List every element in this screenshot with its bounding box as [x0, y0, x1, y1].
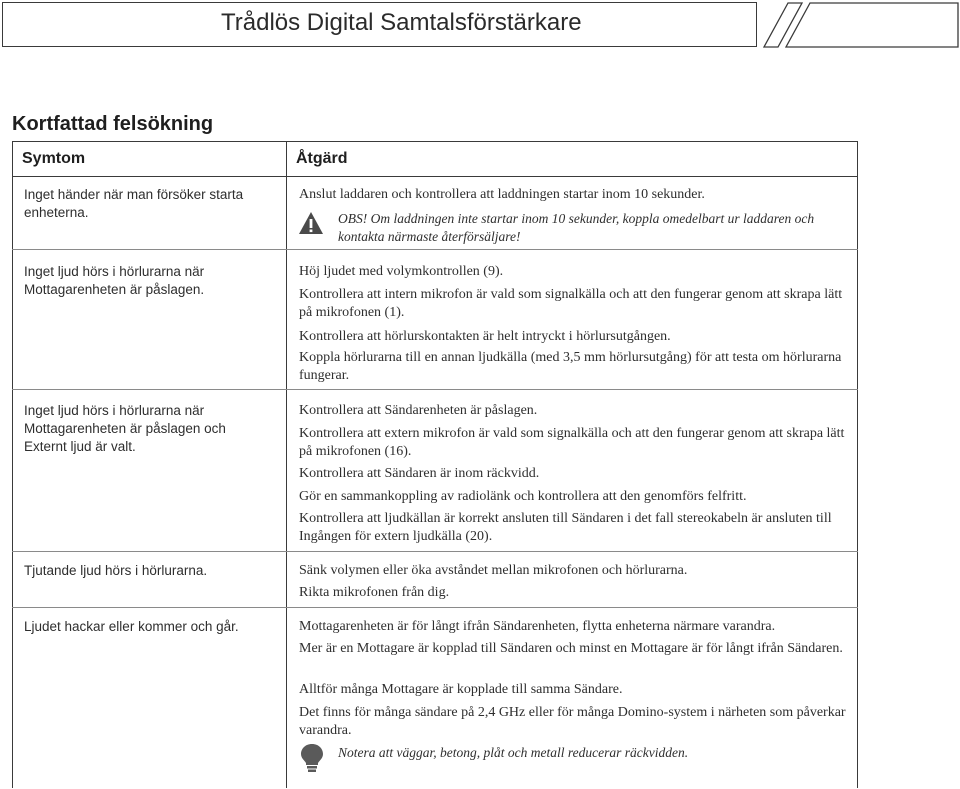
action-text: Det finns för många sändare på 2,4 GHz eller för många Domino-system i närheten som påverkar varandra.	[299, 705, 846, 738]
action-text: Kontrollera att extern mikrofon är vald som signalkälla och att den fungerar genom att skrapa lätt på mikrofonen (16).	[299, 426, 845, 459]
action-text: Kontrollera att ljudkällan är korrekt ansluten till Sändaren i det fall stereokabeln är ansluten till Ingången för extern ljudkälla (20).	[299, 511, 832, 544]
action-text: Alltför många Mottagare är kopplade till samma Sändare.	[299, 682, 623, 697]
action-text: Mer är en Mottagare är kopplad till Sändaren och minst en Mottagare är för långt ifrån Sändaren.	[299, 641, 843, 656]
action-text: Kontrollera att intern mikrofon är vald som signalkälla och att den fungerar genom att skrapa lätt på mikrofonen (1).	[299, 287, 843, 320]
column-header-symptom	[12, 141, 287, 177]
action-text: Koppla hörlurarna till en annan ljudkälla (med 3,5 mm hörlursutgång) för att testa om hörlurarna fungerar.	[299, 350, 842, 383]
header-box	[2, 2, 757, 47]
symptom-text: Inget ljud hörs i hörlurarna när Mottagarenheten är påslagen och Externt ljud är valt.	[24, 403, 226, 454]
symptom-text: Inget händer när man försöker starta enheterna.	[24, 187, 244, 220]
action-text: Kontrollera att Sändarenheten är påslagen.	[299, 403, 538, 418]
action-text: Sänk volymen eller öka avståndet mellan mikrofonen och hörlurarna.	[299, 563, 688, 578]
action-text: Kontrollera att hörlurskontakten är helt intryckt i hörlursutgången.	[299, 329, 671, 344]
action-text: Mottagarenheten är för långt ifrån Sändarenheten, flytta enheterna närmare varandra.	[299, 619, 776, 634]
symptom-text: Tjutande ljud hörs i hörlurarna.	[24, 563, 208, 578]
action-text: Höj ljudet med volymkontrollen (9).	[299, 264, 504, 279]
action-text: Kontrollera att Sändaren är inom räckvidd.	[299, 466, 540, 481]
row-divider	[12, 607, 858, 608]
warning-note: OBS! Om laddningen inte startar inom 10 sekunder, koppla omedelbart ur laddaren och kontakta närmaste återförsäljare!	[338, 211, 815, 244]
symptom-text: Ljudet hackar eller kommer och går.	[24, 619, 239, 634]
column-header-symptom-label: Symtom	[22, 150, 86, 167]
row-divider	[12, 551, 858, 552]
symptom-text: Inget ljud hörs i hörlurarna när Mottagarenheten är påslagen.	[24, 264, 205, 297]
row-divider	[12, 249, 858, 250]
row-divider	[12, 389, 858, 390]
document-title: Trådlös Digital Samtalsförstärkare	[221, 9, 582, 36]
warning-triangle-icon	[298, 210, 324, 236]
section-title: Kortfattad felsökning	[12, 113, 214, 135]
action-text: Gör en sammankoppling av radiolänk och kontrollera att den genomförs felfritt.	[299, 489, 747, 504]
column-divider	[286, 141, 287, 788]
column-header-action-label: Åtgärd	[296, 150, 348, 167]
column-header-action	[286, 141, 858, 177]
action-text: Anslut laddaren och kontrollera att laddningen startar inom 10 sekunder.	[299, 187, 705, 202]
lightbulb-icon	[300, 743, 324, 773]
action-text: Rikta mikrofonen från dig.	[299, 585, 450, 600]
header-decoration	[760, 2, 960, 48]
tip-note: Notera att väggar, betong, plåt och metall reducerar räckvidden.	[338, 745, 689, 760]
